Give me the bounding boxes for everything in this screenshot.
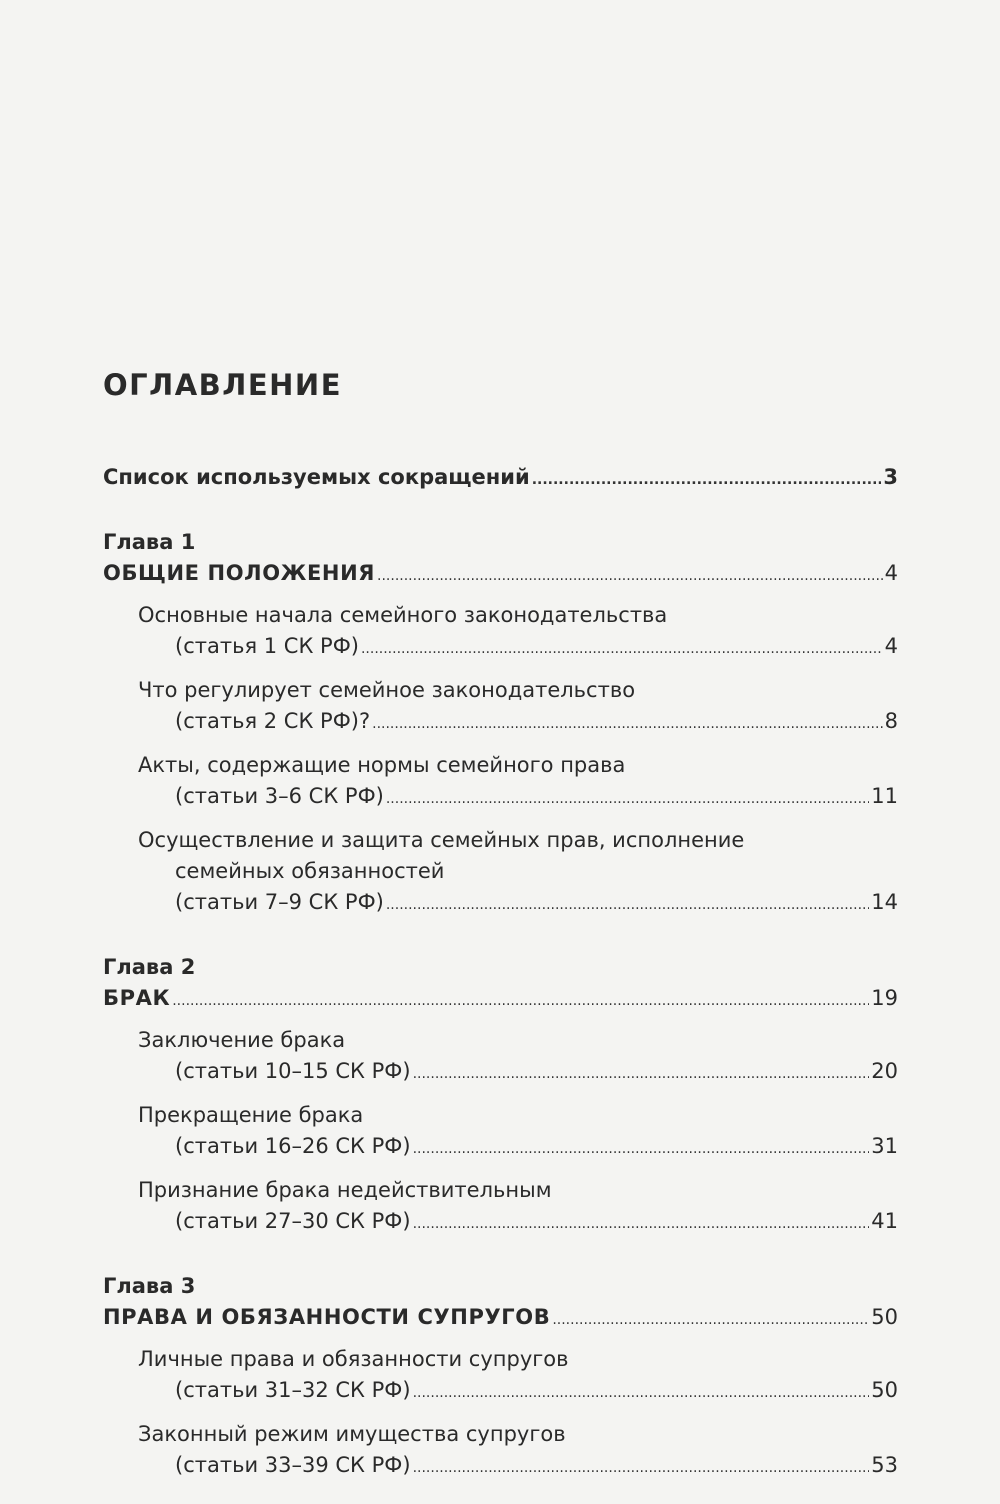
dot-leader xyxy=(532,465,882,496)
page-number: 20 xyxy=(871,1059,898,1083)
page-number: 3 xyxy=(883,465,898,489)
section-ref-line xyxy=(103,781,898,815)
section-articles: (статьи 16–26 СК РФ) xyxy=(175,1134,411,1158)
page-number: 14 xyxy=(871,890,898,914)
chapter-label: Глава 3 xyxy=(103,1274,196,1298)
toc-chapter-3[interactable] xyxy=(103,1302,898,1336)
toc-entry-text: Список используемых сокращений xyxy=(103,465,530,489)
page-number: 53 xyxy=(871,1453,898,1477)
section-ref-line xyxy=(103,1056,898,1090)
toc-chapter-1[interactable] xyxy=(103,558,898,592)
section-title: Признание брака недействительным xyxy=(138,1178,552,1202)
toc-section[interactable] xyxy=(103,1175,898,1240)
dot-leader xyxy=(386,784,869,815)
dot-leader xyxy=(172,986,869,1017)
page-number: 50 xyxy=(871,1378,898,1402)
toc-section[interactable] xyxy=(103,750,898,815)
dot-leader xyxy=(413,1059,870,1090)
section-articles: (статьи 7–9 СК РФ) xyxy=(175,890,384,914)
toc-chapter-2[interactable] xyxy=(103,983,898,1017)
page-number: 4 xyxy=(884,634,898,658)
page-number: 41 xyxy=(871,1209,898,1233)
chapter-title: ОБЩИЕ ПОЛОЖЕНИЯ xyxy=(103,561,376,585)
toc-section[interactable] xyxy=(103,1100,898,1165)
section-ref-line xyxy=(103,1206,898,1240)
section-articles: (статья 1 СК РФ) xyxy=(175,634,359,658)
section-ref-line xyxy=(103,1450,898,1484)
section-title: Законный режим имущества супругов xyxy=(138,1422,566,1446)
page-title: ОГЛАВЛЕНИЕ xyxy=(103,368,343,402)
section-ref-line xyxy=(103,631,898,665)
dot-leader xyxy=(386,890,869,921)
section-title: Заключение брака xyxy=(138,1028,346,1052)
section-ref-line xyxy=(103,887,898,921)
section-title: Осуществление и защита семейных прав, исполнение xyxy=(138,828,745,852)
page-number: 19 xyxy=(871,986,898,1010)
section-title: Личные права и обязанности супругов xyxy=(138,1347,569,1371)
table-of-contents xyxy=(103,462,898,1484)
toc-section[interactable] xyxy=(103,675,898,740)
toc-entry-abbreviations[interactable] xyxy=(103,462,898,496)
section-title-continued: семейных обязанностей xyxy=(175,859,445,883)
dot-leader xyxy=(372,709,883,740)
section-title: Что регулирует семейное законодательство xyxy=(138,678,636,702)
section-title: Прекращение брака xyxy=(138,1103,364,1127)
section-ref-line xyxy=(103,1375,898,1409)
toc-section[interactable] xyxy=(103,1419,898,1484)
section-title: Акты, содержащие нормы семейного права xyxy=(138,753,626,777)
toc-section[interactable] xyxy=(103,1344,898,1409)
page-number: 31 xyxy=(871,1134,898,1158)
dot-leader xyxy=(413,1378,870,1409)
section-articles: (статьи 3–6 СК РФ) xyxy=(175,784,384,808)
chapter-label: Глава 2 xyxy=(103,955,196,979)
section-articles: (статья 2 СК РФ)? xyxy=(175,709,371,733)
dot-leader xyxy=(413,1453,870,1484)
page-number: 11 xyxy=(871,784,898,808)
dot-leader xyxy=(361,634,883,665)
section-ref-line xyxy=(103,706,898,740)
dot-leader xyxy=(377,561,883,592)
toc-section[interactable] xyxy=(103,1025,898,1090)
section-articles: (статьи 33–39 СК РФ) xyxy=(175,1453,411,1477)
chapter-title: ПРАВА И ОБЯЗАННОСТИ СУПРУГОВ xyxy=(103,1305,551,1329)
page-number: 50 xyxy=(871,1305,898,1329)
toc-section[interactable] xyxy=(103,825,898,921)
dot-leader xyxy=(413,1134,870,1165)
section-ref-line xyxy=(103,1131,898,1165)
toc-section[interactable] xyxy=(103,600,898,665)
page-number: 4 xyxy=(884,561,898,585)
chapter-title: БРАК xyxy=(103,986,171,1010)
dot-leader xyxy=(413,1209,870,1240)
section-articles: (статьи 10–15 СК РФ) xyxy=(175,1059,411,1083)
chapter-label: Глава 1 xyxy=(103,530,196,554)
section-title: Основные начала семейного законодательства xyxy=(138,603,668,627)
page-number: 8 xyxy=(884,709,898,733)
section-articles: (статьи 27–30 СК РФ) xyxy=(175,1209,411,1233)
section-articles: (статьи 31–32 СК РФ) xyxy=(175,1378,411,1402)
dot-leader xyxy=(552,1305,869,1336)
